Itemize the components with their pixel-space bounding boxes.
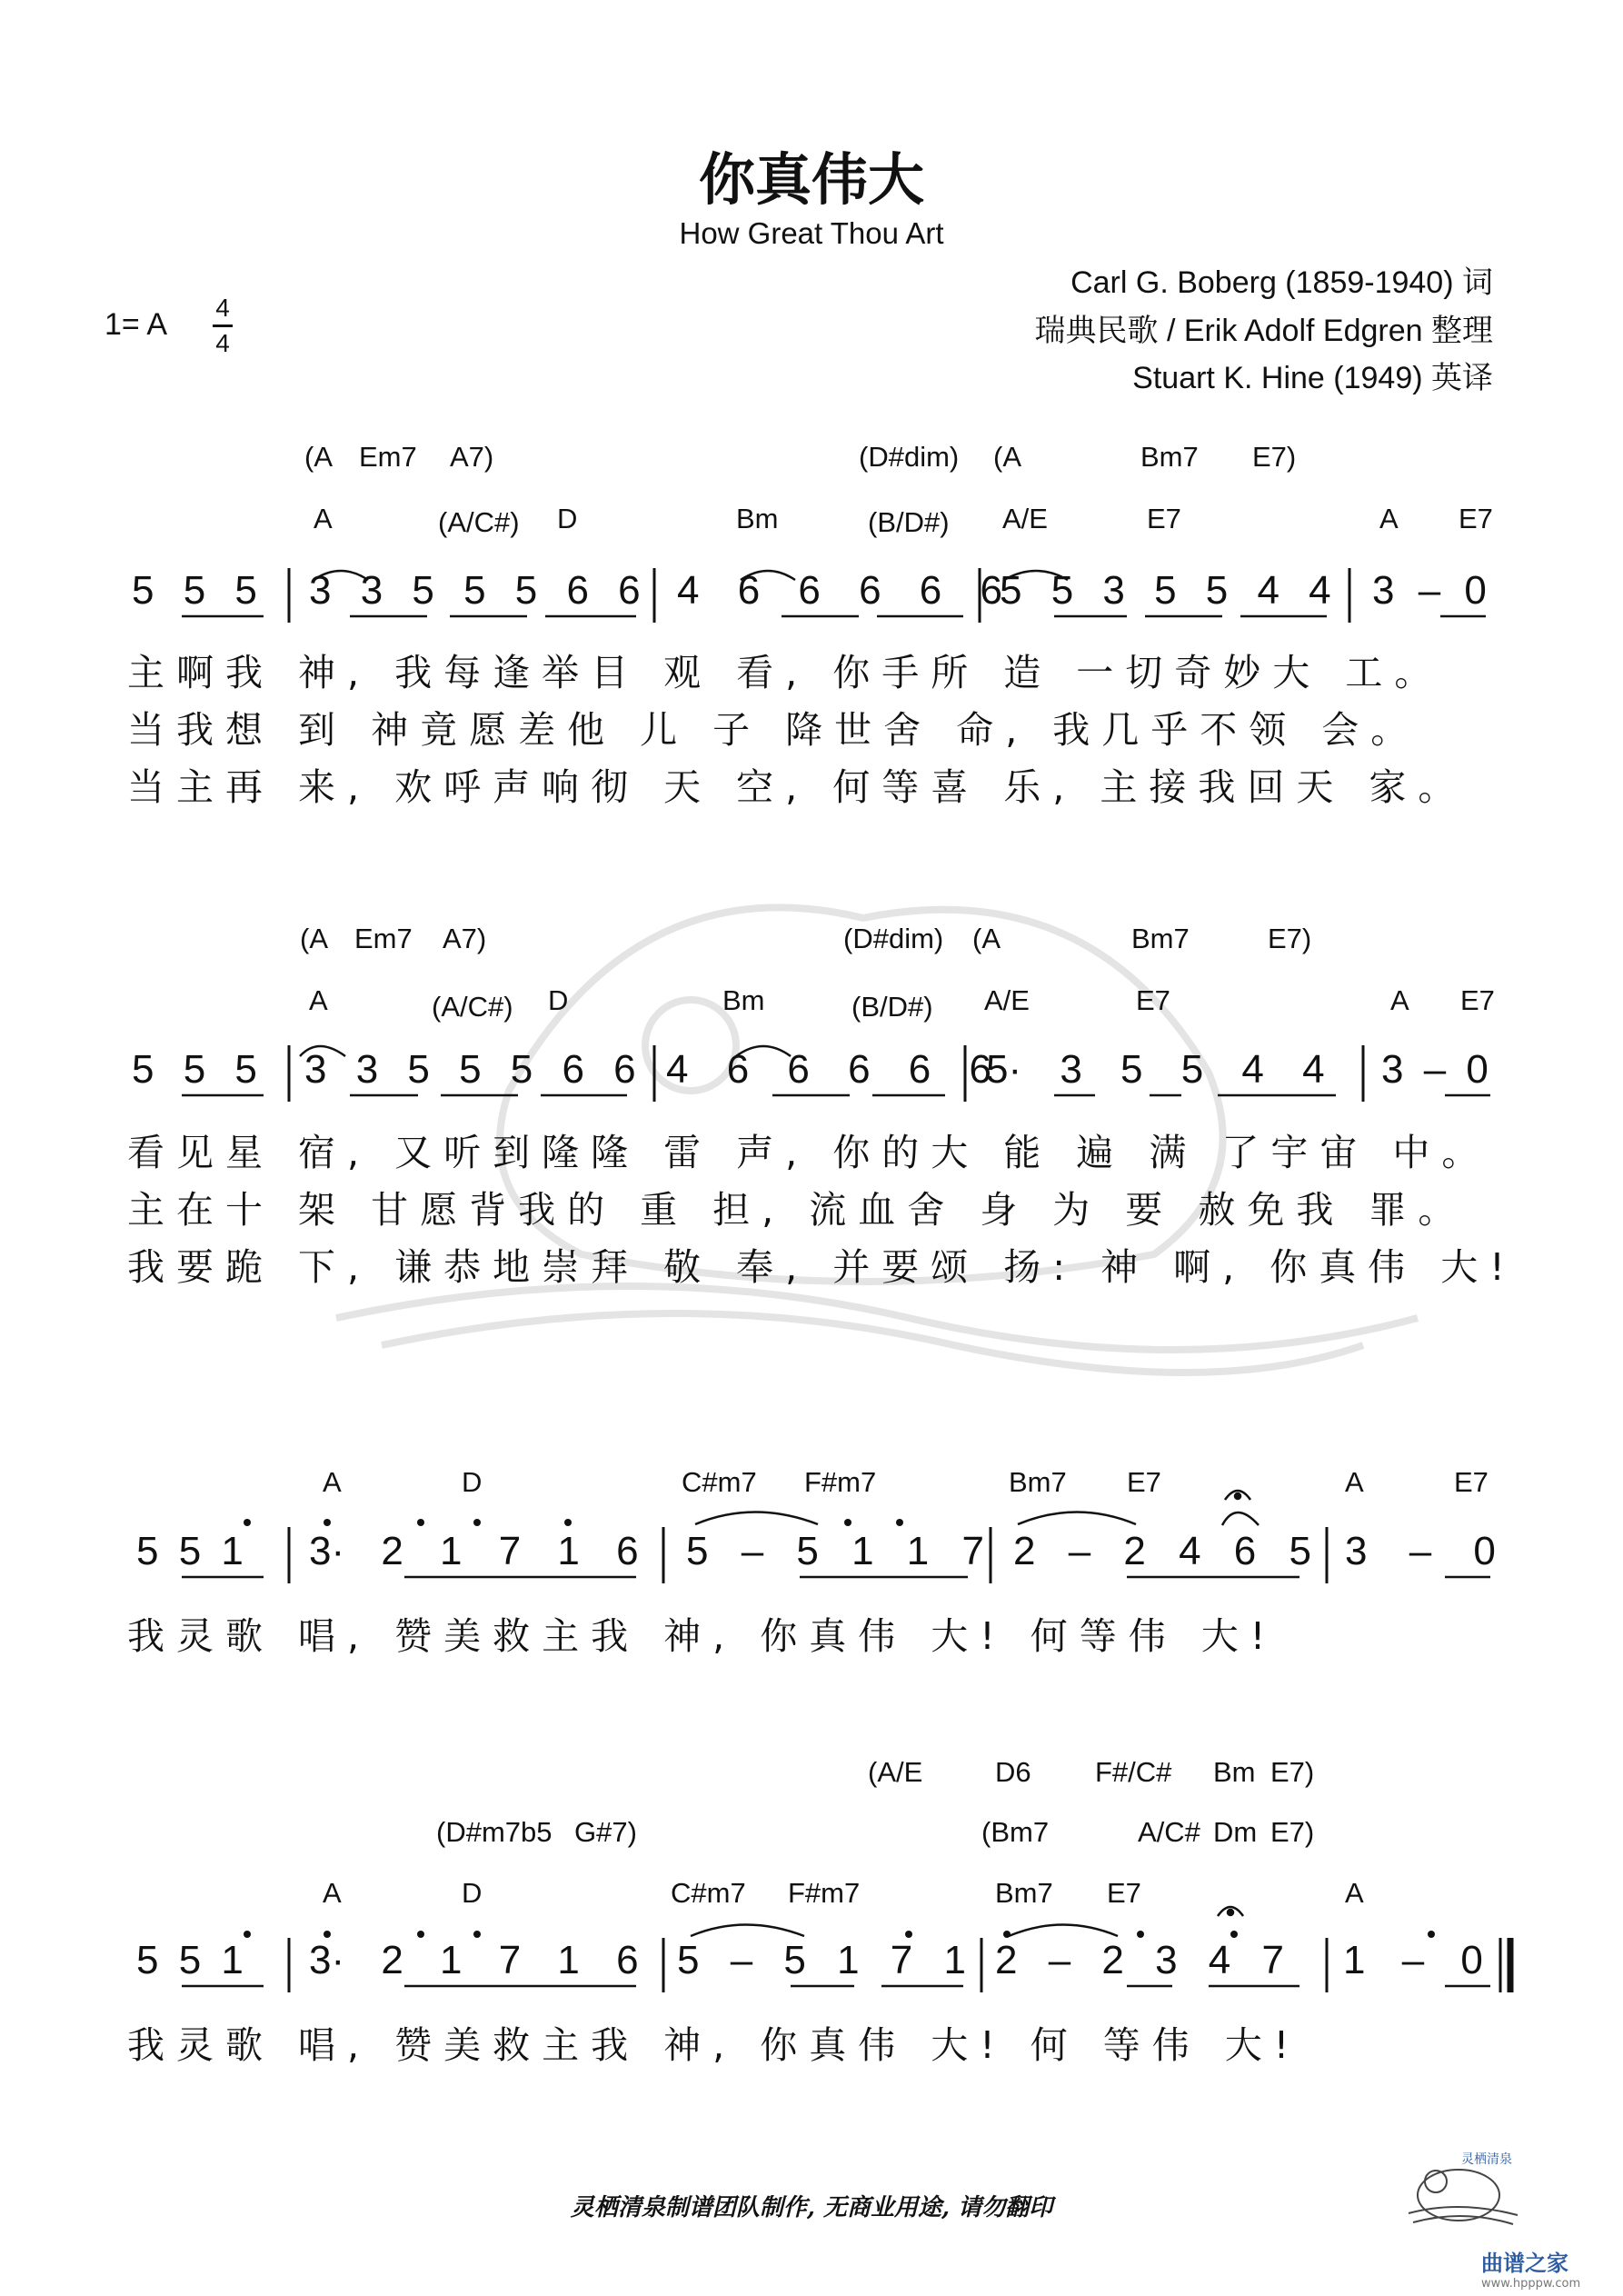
chord: Bm: [1213, 1756, 1256, 1788]
chord: A: [323, 1877, 342, 1909]
measure-notes: 5· 3 5 5 4 4: [986, 1047, 1325, 1092]
chord: (D#dim): [843, 923, 944, 954]
footer-note: 灵栖清泉制谱团队制作, 无商业用途, 请勿翻印: [570, 2194, 1053, 2221]
credit-music: 瑞典民歌 / Erik Adolf Edgren 整理: [1034, 314, 1493, 348]
measure-notes: 5 5 5: [132, 1047, 257, 1092]
measure-notes: 5 5 1: [136, 1529, 244, 1573]
chord: A: [309, 984, 328, 1016]
measure-notes: 3· 2 1 7 1 6: [309, 1938, 639, 1982]
octave-dots: [244, 1931, 1435, 1938]
chord: Bm: [722, 984, 765, 1016]
chord: (A/E: [868, 1756, 923, 1788]
chord: D: [557, 503, 578, 534]
measure-notes: 3 – 0: [1372, 568, 1487, 613]
chord: E7): [1268, 923, 1312, 954]
chord: Em7: [354, 923, 413, 954]
chord: A: [1345, 1877, 1364, 1909]
time-top: 4: [215, 294, 230, 322]
chord: E7: [1460, 984, 1495, 1016]
chord: E7: [1459, 503, 1493, 534]
chord: (A: [972, 923, 1001, 954]
chord: A: [1345, 1466, 1364, 1498]
measure-notes: 3 3 5 5 5 6 6: [304, 1047, 636, 1092]
brand-mark: [1481, 2245, 1580, 2291]
chord: Bm7: [995, 1877, 1053, 1909]
measure-notes: 5 5 1: [136, 1938, 244, 1982]
measure-notes: 5 – 5 1 7 1: [677, 1938, 966, 1982]
lyric-line: 我灵歌 唱, 赞美救主我 神, 你真伟 大! 何等伟 大!: [127, 1614, 1278, 1658]
page-title: 你真伟大: [698, 146, 924, 213]
measure-notes: 5 5 5: [132, 568, 257, 613]
page-subtitle: How Great Thou Art: [679, 216, 944, 250]
time-signature: [213, 294, 233, 358]
chord: G#7): [574, 1816, 637, 1848]
chord: E7): [1252, 441, 1297, 473]
chord: (D#dim): [859, 441, 960, 473]
chord: A/C#: [1138, 1816, 1200, 1848]
fermata-icon: [1225, 1491, 1250, 1500]
chord: Bm7: [1131, 923, 1190, 954]
chord: A7): [443, 923, 487, 954]
chord: A: [1379, 503, 1399, 534]
measure-notes: 2 – 2 3 4 7: [995, 1938, 1284, 1982]
measure-notes: 4 6 6 6 6 6: [666, 1047, 991, 1092]
chord: E7): [1270, 1756, 1315, 1788]
measure-notes: 3 3 5 5 5 6 6: [309, 568, 641, 613]
credit-translation: Stuart K. Hine (1949) 英译: [1132, 361, 1493, 395]
logo-text: 灵栖清泉: [1461, 2152, 1512, 2167]
chord: A7): [450, 441, 494, 473]
fermata-icon: [1218, 1907, 1243, 1916]
chord: (B/D#): [868, 506, 950, 538]
sheep-logo-icon: [1390, 2131, 1527, 2231]
brand-name: 曲谱之家: [1481, 2251, 1568, 2276]
measure-notes: 3· 2 1 7 1 6: [309, 1529, 639, 1573]
chord: (A: [300, 923, 328, 954]
chord: A: [314, 503, 333, 534]
chord: (A: [993, 441, 1021, 473]
lyric-line: 看见星 宿, 又听到隆隆 雷 声, 你的大 能 遍 满 了宇宙 中。: [127, 1131, 1491, 1174]
chord: D: [548, 984, 569, 1016]
chord: E7: [1127, 1466, 1161, 1498]
lyric-line: 当主再 来, 欢呼声响彻 天 空, 何等喜 乐, 主接我回天 家。: [127, 765, 1468, 809]
chord: (B/D#): [851, 991, 933, 1023]
chord: A: [323, 1466, 342, 1498]
chord: F#m7: [788, 1877, 861, 1909]
measure-notes: 4 6 6 6 6 6: [677, 568, 1002, 613]
lyric-line: 我要跪 下, 谦恭地崇拜 敬 奉, 并要颂 扬: 神 啊, 你真伟 大!: [127, 1245, 1517, 1289]
measure-notes: 2 – 2 4 6 5: [1013, 1529, 1311, 1573]
chord: E7: [1107, 1877, 1141, 1909]
chord: E7): [1270, 1816, 1315, 1848]
lyric-line: 当我想 到 神竟愿差他 儿 子 降世舍 命, 我几乎不领 会。: [127, 708, 1420, 752]
slurs-system-3: [695, 1512, 1259, 1526]
chord: (A/C#): [438, 506, 520, 538]
measure-notes: 3 – 0: [1345, 1529, 1496, 1573]
chord: F#/C#: [1095, 1756, 1172, 1788]
chord: Bm7: [1140, 441, 1199, 473]
chord: D: [462, 1466, 483, 1498]
chord: (Bm7: [981, 1816, 1050, 1848]
measure-notes: 3 – 0: [1381, 1047, 1489, 1092]
chord: D6: [995, 1756, 1031, 1788]
chord: A/E: [1002, 503, 1048, 534]
chord: A: [1390, 984, 1409, 1016]
chord: A/E: [984, 984, 1030, 1016]
chord: C#m7: [682, 1466, 757, 1498]
time-bottom: 4: [215, 329, 230, 357]
lyric-line: 主啊我 神, 我每逢举目 观 看, 你手所 造 一切奇妙大 工。: [127, 651, 1444, 694]
brand-url: www.hpppw.com: [1481, 2277, 1581, 2291]
credit-lyrics: Carl G. Boberg (1859-1940) 词: [1070, 265, 1493, 300]
chord: Bm7: [1009, 1466, 1067, 1498]
measure-notes: 5 – 5 1 1 7: [686, 1529, 984, 1573]
chord: Bm: [736, 503, 779, 534]
key-signature: 1= A: [105, 307, 168, 342]
measure-notes: 5 5 3 5 5 4 4: [1000, 568, 1331, 613]
chord: (D#m7b5: [436, 1816, 553, 1848]
slurs-system-4: [691, 1925, 1118, 1937]
chord: (A: [304, 441, 333, 473]
measure-notes: 1 – 0: [1343, 1938, 1483, 1982]
chord: E7: [1454, 1466, 1489, 1498]
chord: Em7: [359, 441, 417, 473]
lyric-line: 主在十 架 甘愿背我的 重 担, 流血舍 身 为 要 赦免我 罪。: [127, 1188, 1468, 1232]
chord: E7: [1136, 984, 1170, 1016]
chord: D: [462, 1877, 483, 1909]
chord: C#m7: [671, 1877, 746, 1909]
lyric-line: 我灵歌 唱, 赞美救主我 神, 你真伟 大! 何 等伟 大!: [127, 2023, 1301, 2067]
chord: E7: [1147, 503, 1181, 534]
chord: (A/C#): [432, 991, 513, 1023]
chord: Dm: [1213, 1816, 1258, 1848]
chord: F#m7: [804, 1466, 877, 1498]
